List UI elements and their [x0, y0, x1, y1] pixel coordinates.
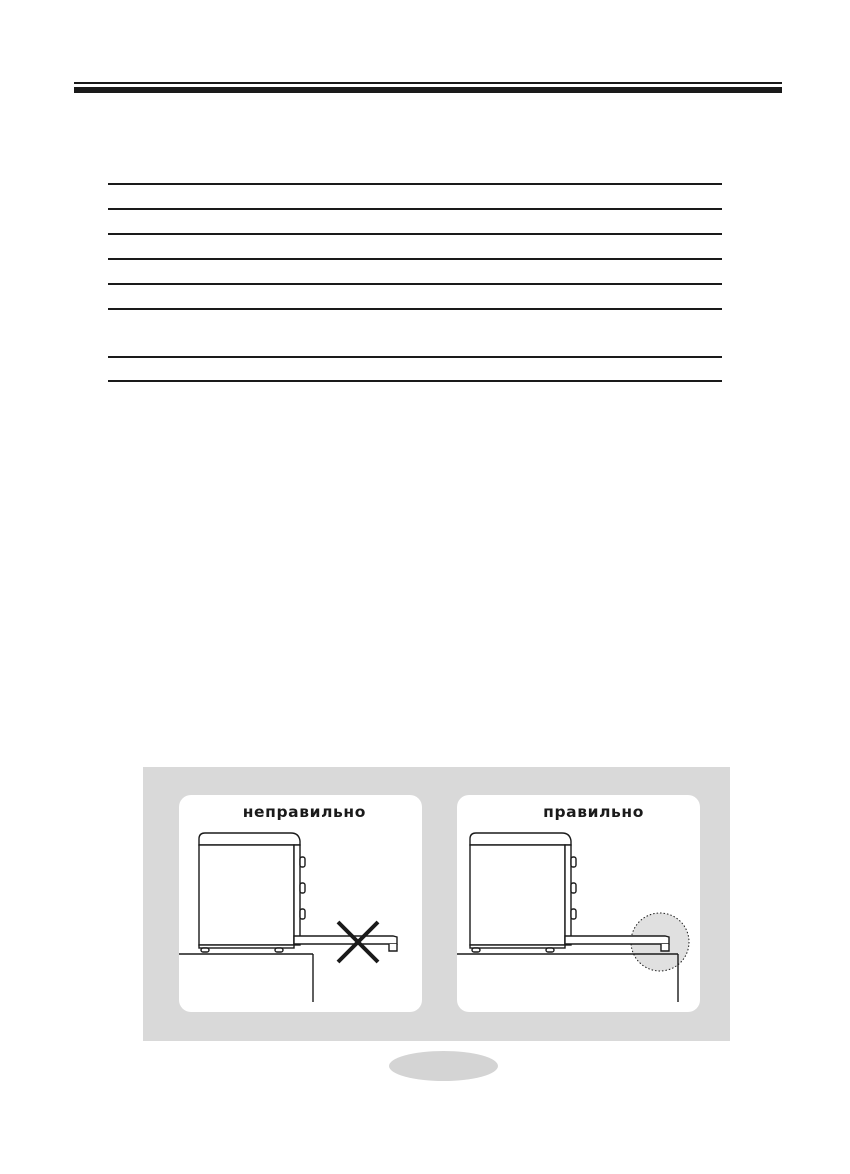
- wrong-placement-panel: [179, 795, 422, 1012]
- correct-placement-panel: [457, 795, 700, 1012]
- table-row: [108, 233, 722, 258]
- correct-placement-label: правильно: [543, 803, 644, 821]
- installation-figure: [143, 767, 730, 1041]
- table-row: [108, 258, 722, 283]
- table-row: [108, 183, 722, 208]
- page-number-pill: [389, 1051, 498, 1081]
- oven-top: [199, 833, 300, 845]
- spec-table: [108, 183, 722, 382]
- oven-door-open: [565, 936, 669, 944]
- oven-body: [470, 845, 565, 945]
- oven-top: [470, 833, 571, 845]
- table-row: [108, 208, 722, 233]
- oven-body: [199, 845, 294, 945]
- oven-door-open: [294, 936, 397, 944]
- wrong-placement-label: неправильно: [242, 803, 366, 821]
- header-rule-thick: [74, 87, 782, 93]
- table-row: [108, 356, 722, 382]
- table-row: [108, 283, 722, 308]
- header-rule-thin: [74, 82, 782, 84]
- table-row: [108, 308, 722, 356]
- wrong-placement-illustration: [179, 795, 422, 1012]
- oven-control-panel: [294, 845, 300, 945]
- oven-control-panel: [565, 845, 571, 945]
- correct-placement-illustration: [457, 795, 700, 1012]
